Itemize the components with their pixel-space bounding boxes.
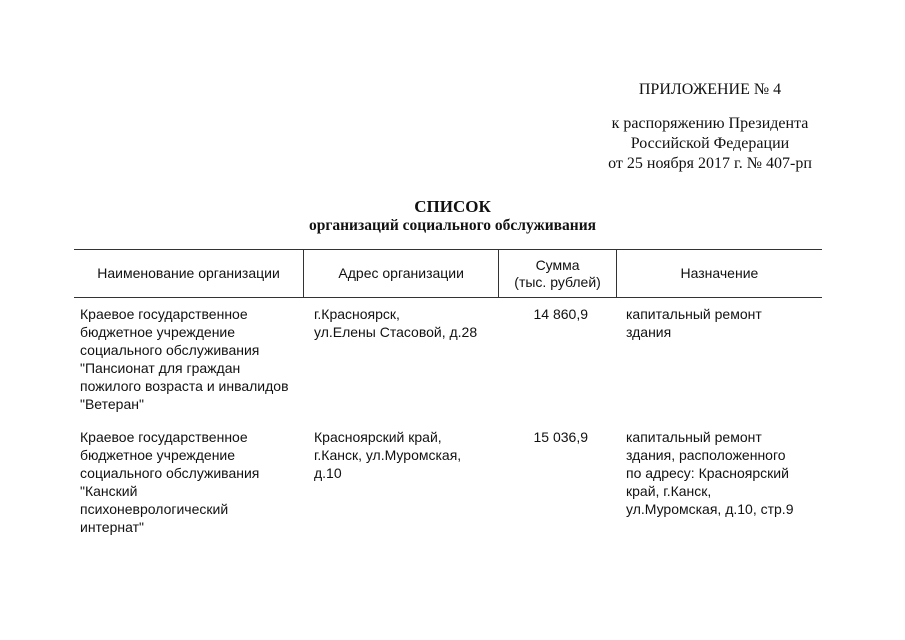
appendix-line: Российской Федерации — [630, 135, 790, 152]
org-name-line: Краевое государственное — [80, 306, 248, 322]
org-address-line: г.Канск, ул.Муромская, — [314, 447, 462, 463]
appendix-block — [560, 80, 860, 174]
org-name-line: бюджетное учреждение — [80, 447, 236, 463]
header-sum-line: (тыс. рублей) — [514, 273, 601, 290]
org-name-line: "Канский — [80, 483, 138, 499]
org-sum-cell: 15 036,9 — [533, 429, 588, 445]
org-purpose-line: край, г.Канск, — [626, 483, 712, 499]
org-name-line: "Пансионат для граждан — [80, 360, 241, 376]
header-purpose: Назначение — [616, 250, 822, 297]
org-name-line: психоневрологический — [80, 501, 229, 517]
document-title — [0, 197, 905, 235]
org-name-line: социального обслуживания — [80, 465, 260, 481]
appendix-line: от 25 ноября 2017 г. № 407-рп — [608, 155, 812, 172]
header-name: Наименование организации — [97, 265, 280, 281]
org-name-line: Краевое государственное — [80, 429, 248, 445]
title-sub: организаций социального обслуживания — [308, 217, 597, 234]
org-address-line: д.10 — [314, 465, 342, 481]
header-sum-line: Сумма — [535, 256, 580, 273]
org-purpose-cell — [616, 305, 822, 428]
org-purpose-line: по адресу: Красноярский — [626, 465, 789, 481]
org-purpose-cell — [616, 428, 822, 548]
org-name-cell — [74, 428, 304, 548]
org-name-line: социального обслуживания — [80, 342, 260, 358]
org-purpose-line: капитальный ремонт — [626, 429, 762, 445]
org-address-line: Красноярский край, — [314, 429, 442, 445]
org-address-cell — [304, 305, 499, 428]
org-name-line: бюджетное учреждение — [80, 324, 236, 340]
org-address-cell — [304, 428, 499, 548]
table-header — [74, 250, 822, 298]
org-address-line: г.Красноярск, — [314, 306, 400, 322]
org-purpose-line: капитальный ремонт — [626, 306, 762, 322]
organizations-table — [74, 249, 822, 548]
table-row — [74, 428, 822, 548]
org-address-line: ул.Елены Стасовой, д.28 — [314, 324, 478, 340]
org-name-line: "Ветеран" — [80, 396, 144, 412]
header-address: Адрес организации — [303, 250, 498, 297]
title-main: СПИСОК — [414, 197, 491, 216]
appendix-number: ПРИЛОЖЕНИЕ № 4 — [638, 81, 782, 98]
org-name-line: пожилого возраста и инвалидов — [80, 378, 289, 394]
table-row — [74, 305, 822, 428]
org-purpose-line: здания, расположенного — [626, 447, 786, 463]
org-name-cell — [74, 305, 304, 428]
org-name-line: интернат" — [80, 519, 144, 535]
header-sum — [498, 250, 616, 297]
org-sum-cell: 14 860,9 — [533, 306, 588, 322]
org-purpose-line: ул.Муромская, д.10, стр.9 — [626, 501, 794, 517]
org-purpose-line: здания — [626, 324, 672, 340]
appendix-line: к распоряжению Президента — [611, 115, 809, 132]
